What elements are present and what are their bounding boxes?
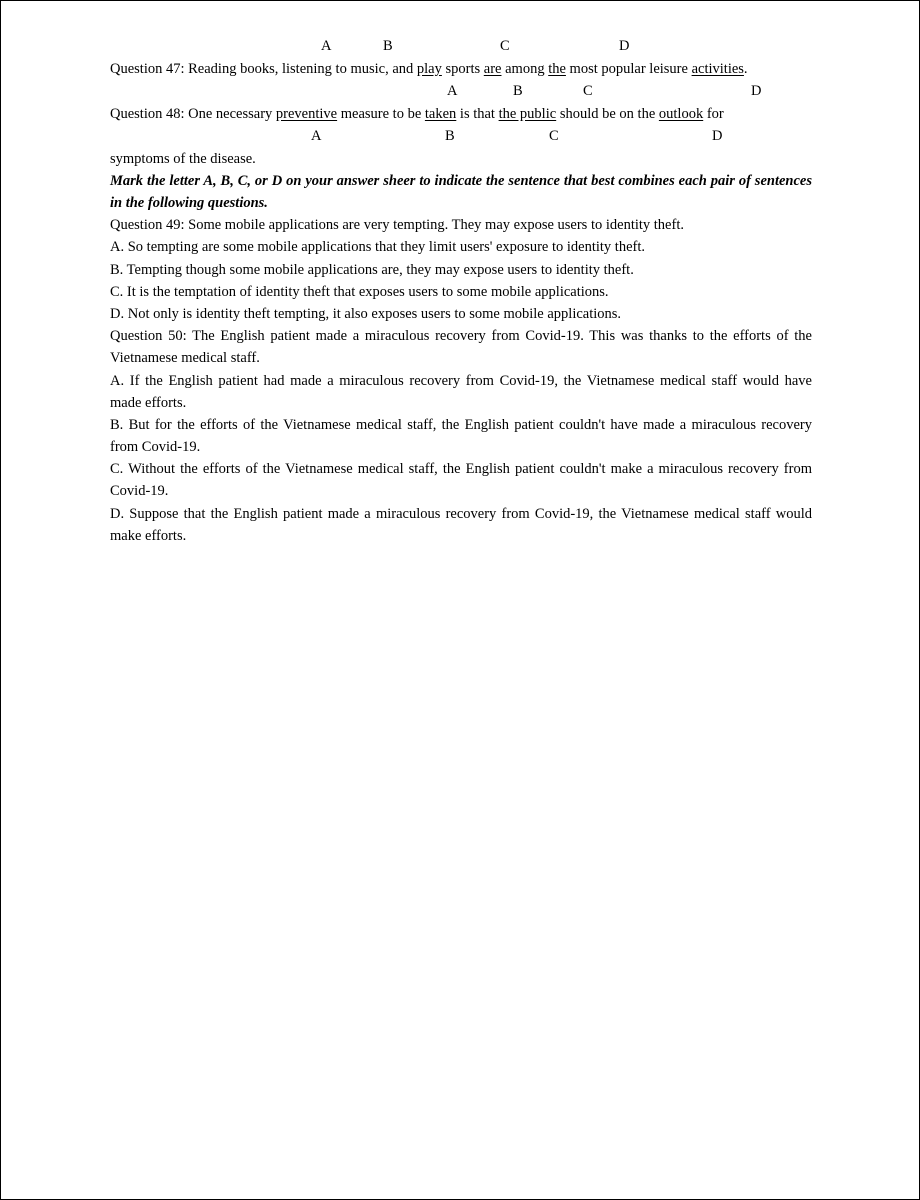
- question-49-option-a: A. So tempting are some mobile applications that they limit users' exposure to identity theft.: [110, 239, 645, 255]
- question-50-option-c: C. Without the efforts of the Vietnamese medical staff, the English patient couldn't make a miraculous recovery from Covid-19.: [110, 461, 812, 500]
- answer-letter-a: A: [321, 38, 332, 54]
- underlined-option-c: the public: [498, 106, 557, 122]
- question-48: Question 48: One necessary preventive measure to be taken is that the public should be on the outlook for: [110, 106, 724, 122]
- answer-letter-a: A: [311, 128, 322, 144]
- answer-letter-c: C: [583, 83, 593, 99]
- answer-letter-b: B: [445, 128, 455, 144]
- question-50-stem: Question 50: The English patient made a miraculous recovery from Covid-19. This was thanks to the efforts of the Vietnamese medical staff.: [110, 328, 812, 367]
- underlined-option-a: preventive: [275, 106, 338, 122]
- underlined-option-d: outlook: [658, 106, 704, 122]
- underlined-option-b: taken: [424, 106, 457, 122]
- question-49-option-d: D. Not only is identity theft tempting, it also exposes users to some mobile applications.: [110, 306, 622, 322]
- question-48-continuation: symptoms of the disease.: [110, 151, 256, 167]
- answer-letter-b: B: [513, 83, 523, 99]
- question-50-option-a: A. If the English patient had made a miraculous recovery from Covid-19, the Vietnamese medical staff would have made efforts.: [110, 373, 812, 412]
- answer-letter-a: A: [447, 83, 458, 99]
- answer-letter-d: D: [751, 83, 762, 99]
- question-49-option-b: B. Tempting though some mobile applications are, they may expose users to identity theft.: [110, 262, 634, 278]
- underlined-option-c: the: [548, 61, 566, 77]
- answer-letter-c: C: [549, 128, 559, 144]
- answer-letter-d: D: [712, 128, 723, 144]
- underlined-option-a: play: [416, 61, 442, 77]
- underlined-option-d: activities: [691, 61, 744, 77]
- section-instruction: Mark the letter A, B, C, or D on your answer sheer to indicate the sentence that best combines each pair of sentences in the following questions.: [110, 173, 812, 212]
- question-50-option-b: B. But for the efforts of the Vietnamese medical staff, the English patient couldn't have made a miraculous recovery from Covid-19.: [110, 417, 812, 456]
- underlined-option-b: are: [483, 61, 502, 77]
- question-49-option-c: C. It is the temptation of identity theft that exposes users to some mobile applications.: [110, 284, 609, 300]
- question-49-stem: Question 49: Some mobile applications are very tempting. They may expose users to identity theft.: [110, 217, 684, 233]
- question-50-option-d: D. Suppose that the English patient made a miraculous recovery from Covid-19, the Vietnamese medical staff would make efforts.: [110, 506, 812, 545]
- answer-letter-d: D: [619, 38, 630, 54]
- answer-letter-b: B: [383, 38, 393, 54]
- question-47: Question 47: Reading books, listening to music, and play sports are among the most popular leisure activities.: [110, 61, 748, 77]
- answer-letter-c: C: [500, 38, 510, 54]
